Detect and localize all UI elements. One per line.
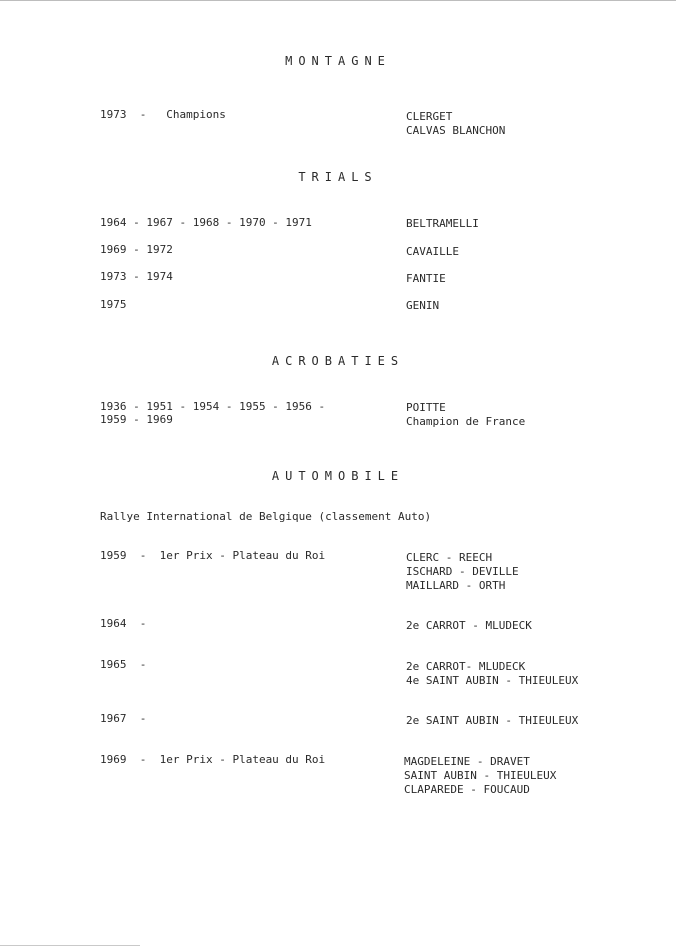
trials-entry-name-1: BELTRAMELLI xyxy=(406,217,479,230)
automobile-subtitle: Rallye International de Belgique (classement Auto) xyxy=(100,510,432,523)
top-edge-line xyxy=(0,0,676,1)
automobile-entry-3-name-2: 4e SAINT AUBIN - THIEULEUX xyxy=(406,674,579,687)
trials-entry-years-3: 1973 - 1974 xyxy=(100,270,173,283)
heading-montagne: MONTAGNE xyxy=(285,54,391,68)
automobile-entry-years-1: 1959 - 1er Prix - Plateau du Roi xyxy=(100,549,326,562)
automobile-entry-years-4: 1967 - xyxy=(100,712,147,725)
trials-entry-years-4: 1975 xyxy=(100,298,127,311)
automobile-entry-5-name-1: MAGDELEINE - DRAVET xyxy=(404,755,530,768)
heading-trials: TRIALS xyxy=(298,170,378,184)
automobile-entry-years-2: 1964 - xyxy=(100,617,147,630)
automobile-entry-1-name-2: ISCHARD - DEVILLE xyxy=(406,565,519,578)
trials-entry-name-4: GENIN xyxy=(406,299,440,312)
acrobaties-entry-name-1: POITTE xyxy=(406,401,446,414)
trials-entry-name-2: CAVAILLE xyxy=(406,245,459,258)
acrobaties-entry-years-line-1: 1936 - 1951 - 1954 - 1955 - 1956 - xyxy=(100,400,326,413)
automobile-entry-5-name-3: CLAPAREDE - FOUCAUD xyxy=(404,783,530,796)
automobile-entry-years-5: 1969 - 1er Prix - Plateau du Roi xyxy=(100,753,326,766)
trials-entry-name-3: FANTIE xyxy=(406,272,446,285)
automobile-entry-1-name-3: MAILLARD - ORTH xyxy=(406,579,506,592)
heading-acrobaties: ACROBATIES xyxy=(271,354,405,368)
montagne-entry-name-2: CALVAS BLANCHON xyxy=(406,124,506,137)
automobile-entry-2-name-1: 2e CARROT - MLUDECK xyxy=(406,619,532,632)
acrobaties-entry-name-2: Champion de France xyxy=(406,415,526,428)
acrobaties-entry-years-line-2: 1959 - 1969 xyxy=(100,413,173,426)
heading-automobile: AUTOMOBILE xyxy=(271,469,405,483)
montagne-entry-years: 1973 - Champions xyxy=(100,108,226,121)
automobile-entry-5-name-2: SAINT AUBIN - THIEULEUX xyxy=(404,769,557,782)
trials-entry-years-1: 1964 - 1967 - 1968 - 1970 - 1971 xyxy=(100,216,312,229)
trials-entry-years-2: 1969 - 1972 xyxy=(100,243,173,256)
automobile-entry-3-name-1: 2e CARROT- MLUDECK xyxy=(406,660,526,673)
automobile-entry-4-name-1: 2e SAINT AUBIN - THIEULEUX xyxy=(406,714,579,727)
automobile-entry-1-name-1: CLERC - REECH xyxy=(406,551,493,564)
bottom-edge-line xyxy=(0,945,140,946)
montagne-entry-name-1: CLERGET xyxy=(406,110,453,123)
automobile-entry-years-3: 1965 - xyxy=(100,658,147,671)
